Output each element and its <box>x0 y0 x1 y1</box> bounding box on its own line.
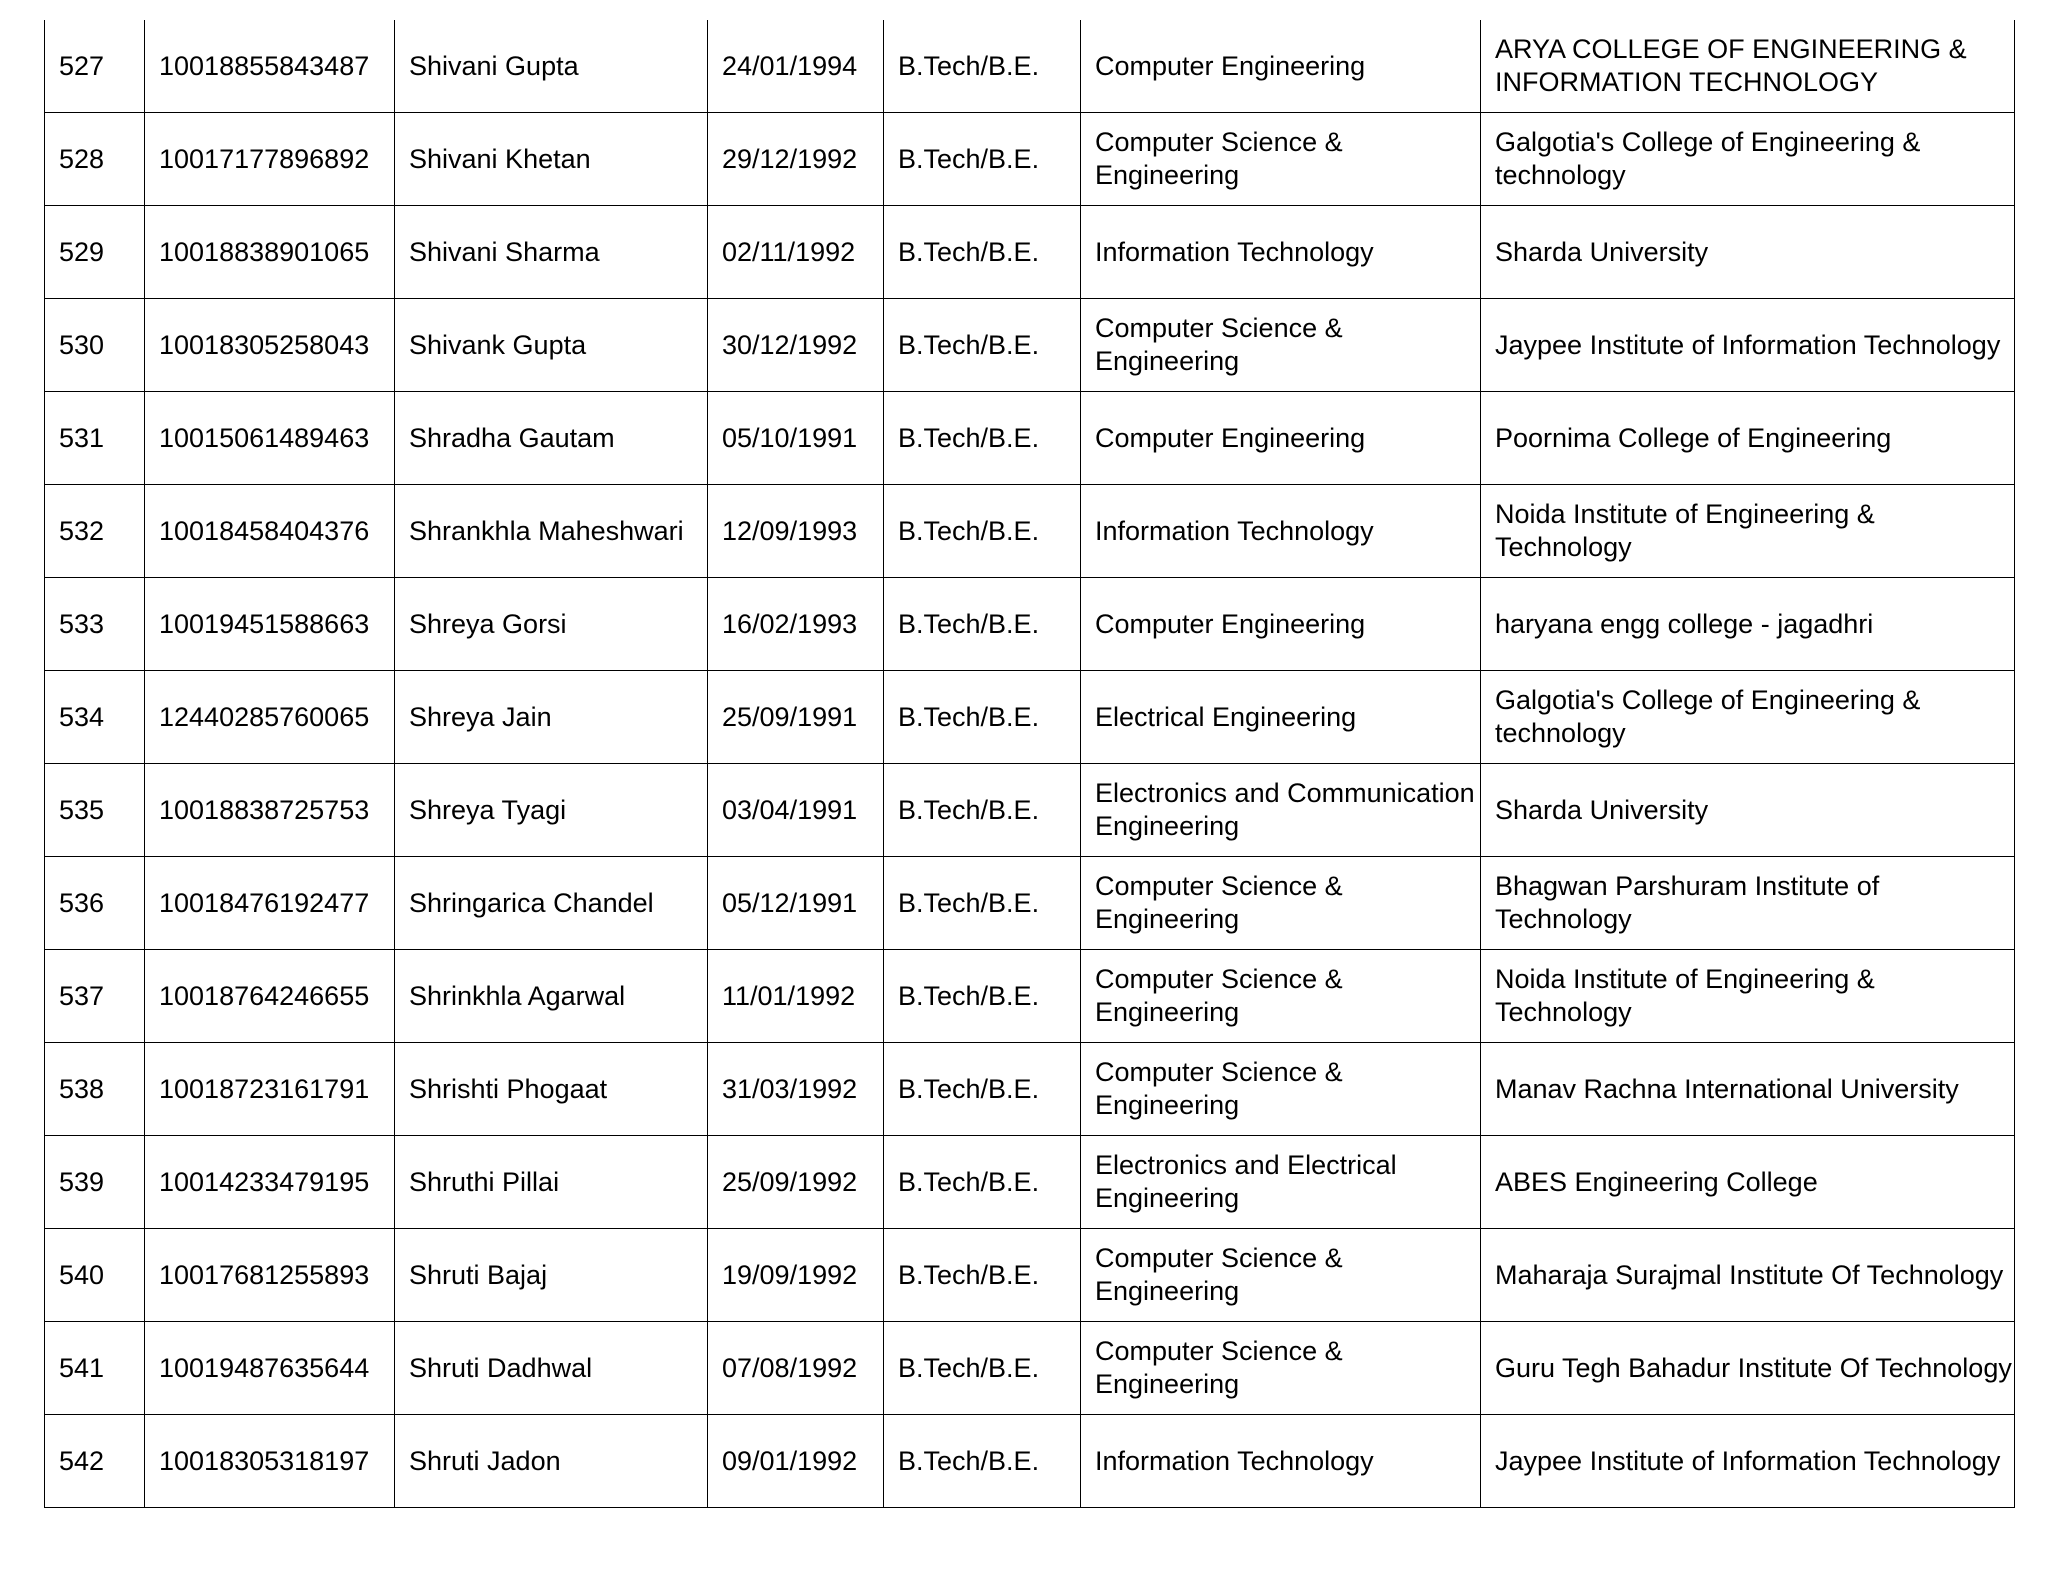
registration-number-text: 10018476192477 <box>159 887 370 918</box>
college-text: Manav Rachna International University <box>1495 1073 1959 1104</box>
college-cell <box>1481 764 2015 857</box>
table-row <box>45 113 2015 206</box>
table-row <box>45 206 2015 299</box>
degree-text: B.Tech/B.E. <box>898 515 1040 546</box>
candidate-name-text: Shrinkhla Agarwal <box>409 980 626 1011</box>
serial-number-text: 528 <box>59 143 105 174</box>
serial-number-cell <box>45 485 145 578</box>
candidate-name-cell <box>395 578 708 671</box>
college-text: haryana engg college - jagadhri <box>1495 608 1874 639</box>
branch-cell <box>1081 857 1481 950</box>
table-row <box>45 857 2015 950</box>
degree-text: B.Tech/B.E. <box>898 794 1040 825</box>
college-text: Noida Institute of Engineering & Technology <box>1495 964 1875 1027</box>
degree-text: B.Tech/B.E. <box>898 1445 1040 1476</box>
candidate-name-cell <box>395 392 708 485</box>
date-of-birth-cell <box>708 206 884 299</box>
table-row <box>45 1043 2015 1136</box>
registration-number-cell <box>145 1136 395 1229</box>
registration-number-text: 10018305258043 <box>159 329 370 360</box>
registration-number-text: 10014233479195 <box>159 1166 370 1197</box>
branch-text: Information Technology <box>1095 236 1374 267</box>
candidate-name-text: Shrankhla Maheshwari <box>409 515 684 546</box>
serial-number-text: 529 <box>59 236 105 267</box>
candidate-name-cell <box>395 485 708 578</box>
college-cell <box>1481 113 2015 206</box>
registration-number-text: 10017681255893 <box>159 1259 370 1290</box>
registration-number-cell <box>145 578 395 671</box>
branch-cell <box>1081 485 1481 578</box>
registration-number-cell <box>145 299 395 392</box>
serial-number-cell <box>45 392 145 485</box>
candidate-name-cell <box>395 1136 708 1229</box>
registration-number-text: 10019487635644 <box>159 1352 370 1383</box>
branch-text: Computer Engineering <box>1095 50 1366 81</box>
college-cell <box>1481 20 2015 113</box>
candidate-name-cell <box>395 1043 708 1136</box>
candidate-name-cell <box>395 299 708 392</box>
registration-number-cell <box>145 1229 395 1322</box>
serial-number-cell <box>45 1136 145 1229</box>
registration-number-text: 10018838901065 <box>159 236 370 267</box>
table-row <box>45 764 2015 857</box>
degree-text: B.Tech/B.E. <box>898 1073 1040 1104</box>
candidate-name-text: Shrishti Phogaat <box>409 1073 608 1104</box>
degree-cell <box>884 1322 1081 1415</box>
date-of-birth-text: 09/01/1992 <box>722 1445 858 1476</box>
degree-text: B.Tech/B.E. <box>898 50 1040 81</box>
branch-cell <box>1081 671 1481 764</box>
date-of-birth-text: 25/09/1991 <box>722 701 858 732</box>
college-text: Poornima College of Engineering <box>1495 422 1892 453</box>
college-cell <box>1481 1322 2015 1415</box>
college-cell <box>1481 1415 2015 1508</box>
serial-number-cell <box>45 1043 145 1136</box>
candidate-name-cell <box>395 764 708 857</box>
branch-text: Computer Science & Engineering <box>1095 964 1343 1027</box>
table-row <box>45 1229 2015 1322</box>
college-text: Noida Institute of Engineering & Technology <box>1495 499 1875 562</box>
registration-number-cell <box>145 113 395 206</box>
branch-text: Computer Engineering <box>1095 608 1366 639</box>
table-row <box>45 485 2015 578</box>
serial-number-text: 537 <box>59 980 105 1011</box>
branch-cell <box>1081 950 1481 1043</box>
college-text: Jaypee Institute of Information Technology <box>1495 329 2001 360</box>
college-text: Galgotia's College of Engineering & technology <box>1495 127 1921 190</box>
candidate-name-text: Shreya Tyagi <box>409 794 567 825</box>
degree-text: B.Tech/B.E. <box>898 1166 1040 1197</box>
candidate-name-cell <box>395 20 708 113</box>
table-row <box>45 1322 2015 1415</box>
degree-cell <box>884 578 1081 671</box>
degree-text: B.Tech/B.E. <box>898 422 1040 453</box>
candidate-name-cell <box>395 113 708 206</box>
registration-number-text: 10018458404376 <box>159 515 370 546</box>
table-row <box>45 20 2015 113</box>
serial-number-cell <box>45 578 145 671</box>
branch-text: Computer Science & Engineering <box>1095 1057 1343 1120</box>
degree-text: B.Tech/B.E. <box>898 143 1040 174</box>
table-row <box>45 950 2015 1043</box>
serial-number-cell <box>45 1415 145 1508</box>
branch-cell <box>1081 1415 1481 1508</box>
date-of-birth-text: 02/11/1992 <box>722 236 856 267</box>
registration-number-cell <box>145 764 395 857</box>
college-text: Galgotia's College of Engineering & technology <box>1495 685 1921 748</box>
serial-number-text: 540 <box>59 1259 105 1290</box>
candidate-name-cell <box>395 950 708 1043</box>
college-text: Guru Tegh Bahadur Institute Of Technology <box>1495 1352 2012 1383</box>
branch-cell <box>1081 1322 1481 1415</box>
registration-number-cell <box>145 1322 395 1415</box>
college-cell <box>1481 1136 2015 1229</box>
serial-number-text: 536 <box>59 887 105 918</box>
table-row <box>45 1415 2015 1508</box>
serial-number-text: 532 <box>59 515 105 546</box>
degree-text: B.Tech/B.E. <box>898 1259 1040 1290</box>
degree-text: B.Tech/B.E. <box>898 887 1040 918</box>
candidate-name-text: Shruthi Pillai <box>409 1166 560 1197</box>
date-of-birth-text: 16/02/1993 <box>722 608 858 639</box>
date-of-birth-cell <box>708 578 884 671</box>
registration-number-text: 10018764246655 <box>159 980 370 1011</box>
branch-cell <box>1081 299 1481 392</box>
registration-number-text: 10017177896892 <box>159 143 370 174</box>
branch-cell <box>1081 1043 1481 1136</box>
serial-number-text: 530 <box>59 329 105 360</box>
date-of-birth-cell <box>708 113 884 206</box>
candidate-name-cell <box>395 671 708 764</box>
candidate-name-text: Shruti Jadon <box>409 1445 561 1476</box>
date-of-birth-text: 11/01/1992 <box>722 980 856 1011</box>
branch-text: Computer Science & Engineering <box>1095 313 1343 376</box>
branch-text: Computer Engineering <box>1095 422 1366 453</box>
serial-number-cell <box>45 299 145 392</box>
registration-number-text: 10018855843487 <box>159 50 370 81</box>
branch-text: Computer Science & Engineering <box>1095 1336 1343 1399</box>
date-of-birth-text: 24/01/1994 <box>722 50 858 81</box>
branch-text: Computer Science & Engineering <box>1095 871 1343 934</box>
college-text: Jaypee Institute of Information Technology <box>1495 1445 2001 1476</box>
candidate-name-cell <box>395 1415 708 1508</box>
registration-number-text: 10018305318197 <box>159 1445 370 1476</box>
college-text: Sharda University <box>1495 794 1709 825</box>
serial-number-text: 535 <box>59 794 105 825</box>
branch-text: Information Technology <box>1095 1445 1374 1476</box>
college-text: ABES Engineering College <box>1495 1166 1818 1197</box>
date-of-birth-cell <box>708 1322 884 1415</box>
branch-cell <box>1081 392 1481 485</box>
degree-text: B.Tech/B.E. <box>898 236 1040 267</box>
serial-number-cell <box>45 764 145 857</box>
serial-number-text: 542 <box>59 1445 105 1476</box>
college-cell <box>1481 1043 2015 1136</box>
registration-number-cell <box>145 485 395 578</box>
serial-number-cell <box>45 857 145 950</box>
table-row <box>45 578 2015 671</box>
date-of-birth-text: 19/09/1992 <box>722 1259 858 1290</box>
candidate-name-text: Shivank Gupta <box>409 329 587 360</box>
branch-text: Computer Science & Engineering <box>1095 127 1343 190</box>
college-text: Maharaja Surajmal Institute Of Technology <box>1495 1259 2004 1290</box>
degree-cell <box>884 764 1081 857</box>
branch-cell <box>1081 1229 1481 1322</box>
candidate-name-text: Shivani Khetan <box>409 143 591 174</box>
date-of-birth-text: 25/09/1992 <box>722 1166 858 1197</box>
candidate-name-text: Shivani Sharma <box>409 236 600 267</box>
date-of-birth-cell <box>708 392 884 485</box>
registration-number-cell <box>145 950 395 1043</box>
registration-number-cell <box>145 1415 395 1508</box>
degree-cell <box>884 1229 1081 1322</box>
date-of-birth-text: 30/12/1992 <box>722 329 858 360</box>
registration-number-cell <box>145 206 395 299</box>
degree-cell <box>884 20 1081 113</box>
college-cell <box>1481 299 2015 392</box>
candidate-name-text: Shringarica Chandel <box>409 887 654 918</box>
date-of-birth-cell <box>708 299 884 392</box>
serial-number-text: 541 <box>59 1352 105 1383</box>
candidate-name-text: Shradha Gautam <box>409 422 615 453</box>
degree-cell <box>884 1415 1081 1508</box>
date-of-birth-cell <box>708 950 884 1043</box>
serial-number-text: 538 <box>59 1073 105 1104</box>
candidate-name-text: Shreya Jain <box>409 701 552 732</box>
degree-cell <box>884 1136 1081 1229</box>
registration-number-cell <box>145 671 395 764</box>
serial-number-text: 539 <box>59 1166 105 1197</box>
registration-number-cell <box>145 392 395 485</box>
branch-text: Electrical Engineering <box>1095 701 1357 732</box>
registration-number-text: 12440285760065 <box>159 701 370 732</box>
candidate-name-cell <box>395 1322 708 1415</box>
date-of-birth-text: 29/12/1992 <box>722 143 858 174</box>
branch-cell <box>1081 113 1481 206</box>
college-cell <box>1481 578 2015 671</box>
college-cell <box>1481 857 2015 950</box>
college-cell <box>1481 950 2015 1043</box>
college-text: Sharda University <box>1495 236 1709 267</box>
college-cell <box>1481 671 2015 764</box>
degree-text: B.Tech/B.E. <box>898 329 1040 360</box>
serial-number-text: 527 <box>59 50 105 81</box>
serial-number-cell <box>45 671 145 764</box>
registration-number-text: 10015061489463 <box>159 422 370 453</box>
table-row <box>45 299 2015 392</box>
date-of-birth-text: 12/09/1993 <box>722 515 858 546</box>
candidate-name-text: Shruti Dadhwal <box>409 1352 593 1383</box>
serial-number-cell <box>45 1322 145 1415</box>
date-of-birth-cell <box>708 485 884 578</box>
serial-number-cell <box>45 113 145 206</box>
date-of-birth-text: 03/04/1991 <box>722 794 858 825</box>
college-text: ARYA COLLEGE OF ENGINEERING & INFORMATION TECHNOLOGY <box>1495 34 1967 97</box>
branch-text: Electronics and Communication Engineering <box>1095 778 1475 841</box>
degree-cell <box>884 950 1081 1043</box>
degree-cell <box>884 1043 1081 1136</box>
branch-text: Information Technology <box>1095 515 1374 546</box>
date-of-birth-cell <box>708 1229 884 1322</box>
degree-text: B.Tech/B.E. <box>898 1352 1040 1383</box>
date-of-birth-text: 05/10/1991 <box>722 422 858 453</box>
date-of-birth-cell <box>708 1136 884 1229</box>
candidate-name-cell <box>395 1229 708 1322</box>
candidate-name-cell <box>395 206 708 299</box>
degree-cell <box>884 392 1081 485</box>
branch-text: Computer Science & Engineering <box>1095 1243 1343 1306</box>
serial-number-cell <box>45 20 145 113</box>
college-cell <box>1481 1229 2015 1322</box>
candidate-table <box>44 20 2015 1508</box>
date-of-birth-text: 05/12/1991 <box>722 887 858 918</box>
degree-cell <box>884 485 1081 578</box>
date-of-birth-cell <box>708 1043 884 1136</box>
candidate-name-cell <box>395 857 708 950</box>
date-of-birth-cell <box>708 671 884 764</box>
registration-number-cell <box>145 857 395 950</box>
registration-number-text: 10019451588663 <box>159 608 370 639</box>
registration-number-cell <box>145 1043 395 1136</box>
college-cell <box>1481 392 2015 485</box>
college-text: Bhagwan Parshuram Institute of Technology <box>1495 871 1880 934</box>
date-of-birth-cell <box>708 1415 884 1508</box>
registration-number-text: 10018723161791 <box>159 1073 370 1104</box>
degree-text: B.Tech/B.E. <box>898 608 1040 639</box>
serial-number-text: 531 <box>59 422 105 453</box>
date-of-birth-text: 07/08/1992 <box>722 1352 858 1383</box>
candidate-name-text: Shreya Gorsi <box>409 608 567 639</box>
degree-text: B.Tech/B.E. <box>898 701 1040 732</box>
table-row <box>45 1136 2015 1229</box>
serial-number-cell <box>45 1229 145 1322</box>
registration-number-cell <box>145 20 395 113</box>
degree-cell <box>884 671 1081 764</box>
table-body <box>45 20 2015 1508</box>
degree-cell <box>884 299 1081 392</box>
branch-cell <box>1081 20 1481 113</box>
branch-cell <box>1081 206 1481 299</box>
date-of-birth-text: 31/03/1992 <box>722 1073 858 1104</box>
degree-cell <box>884 206 1081 299</box>
serial-number-cell <box>45 950 145 1043</box>
date-of-birth-cell <box>708 857 884 950</box>
date-of-birth-cell <box>708 764 884 857</box>
registration-number-text: 10018838725753 <box>159 794 370 825</box>
date-of-birth-cell <box>708 20 884 113</box>
candidate-name-text: Shivani Gupta <box>409 50 579 81</box>
degree-cell <box>884 113 1081 206</box>
degree-text: B.Tech/B.E. <box>898 980 1040 1011</box>
branch-text: Electronics and Electrical Engineering <box>1095 1150 1397 1213</box>
branch-cell <box>1081 764 1481 857</box>
serial-number-text: 533 <box>59 608 105 639</box>
college-cell <box>1481 206 2015 299</box>
candidate-name-text: Shruti Bajaj <box>409 1259 548 1290</box>
table-row <box>45 671 2015 764</box>
branch-cell <box>1081 578 1481 671</box>
degree-cell <box>884 857 1081 950</box>
branch-cell <box>1081 1136 1481 1229</box>
serial-number-text: 534 <box>59 701 105 732</box>
college-cell <box>1481 485 2015 578</box>
serial-number-cell <box>45 206 145 299</box>
table-row <box>45 392 2015 485</box>
